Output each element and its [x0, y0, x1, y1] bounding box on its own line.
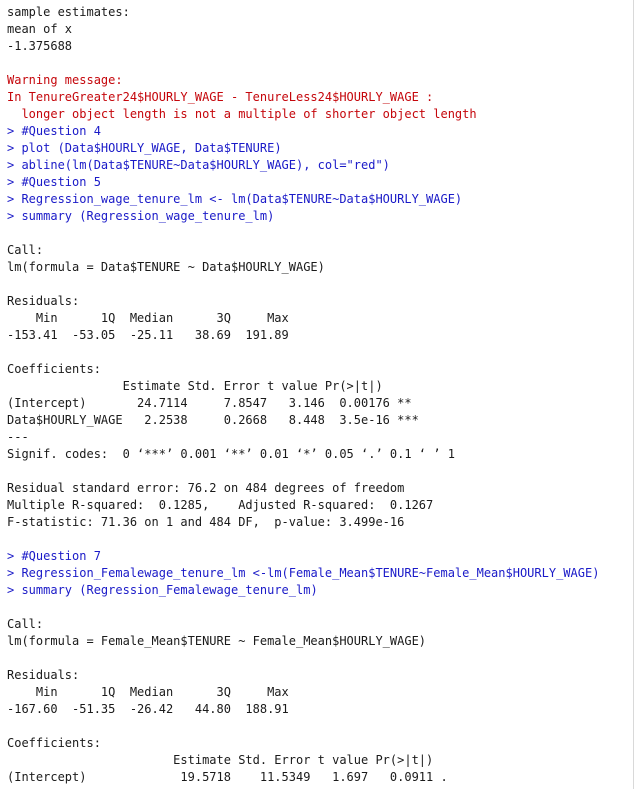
console-command-text: summary (Regression_Femalewage_tenure_lm): [21, 583, 318, 597]
console-command-text: abline(lm(Data$TENURE~Data$HOURLY_WAGE), col="red"): [21, 158, 390, 172]
console-blank-line: [7, 344, 632, 361]
console-prompt: >: [7, 175, 22, 189]
console-output-line: Call:: [7, 617, 44, 631]
console-command-line: [7, 157, 632, 174]
console-output-line: Residual standard error: 76.2 on 484 degrees of freedom: [7, 481, 405, 495]
console-prompt: >: [7, 566, 22, 580]
console-output-line: Multiple R-squared: 0.1285, Adjusted R-squared: 0.1267: [7, 498, 441, 512]
console-warning-line: In TenureGreater24$HOURLY_WAGE - TenureLess24$HOURLY_WAGE :: [7, 90, 434, 104]
console-blank-line: [7, 650, 632, 667]
console-command-text: summary (Regression_wage_tenure_lm): [21, 209, 275, 223]
console-blank-line: [7, 463, 632, 480]
console-output-line: (Intercept) 24.7114 7.8547 3.146 0.00176 **: [7, 396, 419, 410]
console-output-line: (Intercept) 19.5718 11.5349 1.697 0.0911 .: [7, 770, 448, 784]
console-output-line: Data$HOURLY_WAGE 2.2538 0.2668 8.448 3.5e-16 ***: [7, 413, 419, 427]
console-output-line: Coefficients:: [7, 736, 101, 750]
console-command-text: Regression_Femalewage_tenure_lm <-lm(Female_Mean$TENURE~Female_Mean$HOURLY_WAGE): [21, 566, 600, 580]
console-prompt: >: [7, 583, 22, 597]
console-blank-line: [7, 718, 632, 735]
console-output-line: F-statistic: 71.36 on 1 and 484 DF, p-value: 3.499e-16: [7, 515, 405, 529]
console-command-text: #Question 7: [21, 549, 101, 563]
console-prompt: >: [7, 209, 22, 223]
console-command-line: [7, 208, 632, 225]
console-prompt: >: [7, 124, 22, 138]
console-output-line: -167.60 -51.35 -26.42 44.80 188.91: [7, 702, 296, 716]
console-prompt: >: [7, 192, 22, 206]
console-command-line: [7, 174, 632, 191]
console-prompt: >: [7, 141, 22, 155]
console-command-line: [7, 565, 632, 582]
console-output-line: mean of x: [7, 22, 73, 36]
console-output-line: Residuals:: [7, 294, 80, 308]
console-command-text: #Question 5: [21, 175, 101, 189]
console-output-line: -153.41 -53.05 -25.11 38.69 191.89: [7, 328, 296, 342]
console-output-line: ---: [7, 430, 29, 444]
console-output-line: Coefficients:: [7, 362, 101, 376]
console-output-line: lm(formula = Female_Mean$TENURE ~ Female_Mean$HOURLY_WAGE): [7, 634, 427, 648]
console-output-line: Min 1Q Median 3Q Max: [7, 311, 296, 325]
console-prompt: >: [7, 549, 22, 563]
console-output-line: Call:: [7, 243, 44, 257]
console-prompt: >: [7, 158, 22, 172]
console-output-line: -1.375688: [7, 39, 73, 53]
console-output-line: Signif. codes: 0 ‘***’ 0.001 ‘**’ 0.01 ‘*’ 0.05 ‘.’ 0.1 ‘ ’ 1: [7, 447, 455, 461]
console-output-line: sample estimates:: [7, 5, 130, 19]
console-command-line: [7, 140, 632, 157]
console-blank-line: [7, 55, 632, 72]
console-command-line: [7, 582, 632, 599]
console-blank-line: [7, 531, 632, 548]
console-output-line: lm(formula = Data$TENURE ~ Data$HOURLY_WAGE): [7, 260, 325, 274]
console-command-line: [7, 548, 632, 565]
console-blank-line: [7, 276, 632, 293]
console-warning-line: Warning message:: [7, 73, 123, 87]
console-warning-line: longer object length is not a multiple of shorter object length: [7, 107, 477, 121]
console-blank-line: [7, 599, 632, 616]
console-output-line: Min 1Q Median 3Q Max: [7, 685, 296, 699]
console-blank-line: [7, 225, 632, 242]
console-command-text: plot (Data$HOURLY_WAGE, Data$TENURE): [21, 141, 282, 155]
console-output-line: Residuals:: [7, 668, 80, 682]
console-command-text: #Question 4: [21, 124, 101, 138]
console-command-line: [7, 123, 632, 140]
console-output-line: Estimate Std. Error t value Pr(>|t|): [7, 753, 448, 767]
console-command-text: Regression_wage_tenure_lm <- lm(Data$TENURE~Data$HOURLY_WAGE): [21, 192, 463, 206]
console-command-line: [7, 191, 632, 208]
console-output-line: Estimate Std. Error t value Pr(>|t|): [7, 379, 412, 393]
